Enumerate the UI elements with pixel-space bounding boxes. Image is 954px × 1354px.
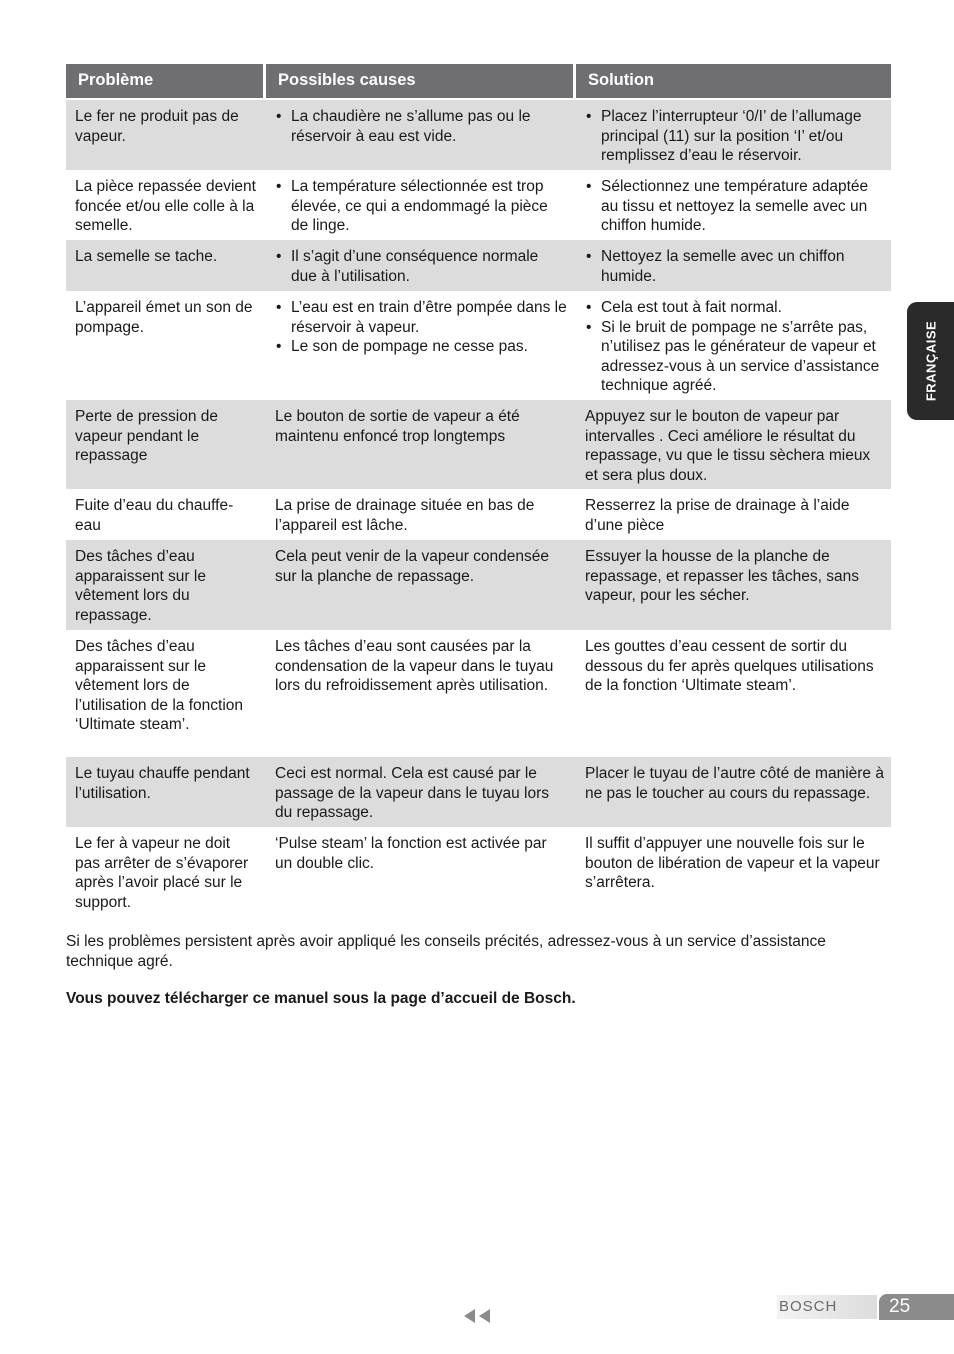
table-row bbox=[66, 827, 891, 917]
table-header bbox=[66, 64, 891, 98]
cause-item: • La température sélectionnée est trop élevée, ce qui a endommagé la pièce de linge. bbox=[275, 177, 567, 236]
solution-item: • Nettoyez la semelle avec un chiffon humide. bbox=[585, 247, 885, 286]
table-row bbox=[66, 630, 891, 757]
cause-cell: Ceci est normal. Cela est causé par le passage de la vapeur dans le tuyau lors du repassage. bbox=[275, 765, 550, 821]
problem-cell: Des tâches d’eau apparaissent sur le vêtement lors du repassage. bbox=[75, 548, 206, 624]
header-causes: Possibles causes bbox=[266, 64, 573, 98]
solution-cell: Resserrez la prise de drainage à l’aide d’une pièce bbox=[585, 497, 850, 534]
download-manual-note: Vous pouvez télécharger ce manuel sous la page d’accueil de Bosch. bbox=[66, 990, 576, 1007]
header-problem: Problème bbox=[66, 64, 263, 98]
table-row bbox=[66, 400, 891, 489]
problem-cell: Le fer ne produit pas de vapeur. bbox=[75, 108, 239, 145]
solution-item: • Si le bruit de pompage ne s’arrête pas, n’utilisez pas le générateur de vapeur et adressez-vous à un service d’assistance technique agréé. bbox=[585, 318, 885, 396]
problem-cell: Le fer à vapeur ne doit pas arrêter de s’évaporer après l’avoir placé sur le support. bbox=[75, 835, 249, 911]
problem-cell: Le tuyau chauffe pendant l’utilisation. bbox=[75, 765, 250, 802]
solution-cell bbox=[576, 100, 891, 170]
solution-cell: Placer le tuyau de l’autre côté de manière à ne pas le toucher au cours du repassage. bbox=[585, 765, 884, 802]
table-row bbox=[66, 540, 891, 630]
table-row bbox=[66, 170, 891, 240]
cause-item: • L’eau est en train d’être pompée dans le réservoir à vapeur. bbox=[275, 298, 567, 337]
table-row bbox=[66, 489, 891, 540]
header-solution: Solution bbox=[576, 64, 891, 98]
problem-cell: Des tâches d’eau apparaissent sur le vêtement lors de l’utilisation de la fonction ‘Ultimate steam’. bbox=[75, 638, 244, 733]
double-left-arrow-icon[interactable] bbox=[463, 1308, 491, 1324]
solution-cell: Essuyer la housse de la planche de repassage, et repasser les tâches, sans vapeur, pour les sécher. bbox=[585, 548, 859, 604]
cause-item: • Il s’agit d’une conséquence normale due à l’utilisation. bbox=[275, 247, 567, 286]
cause-cell bbox=[266, 100, 573, 170]
table-row bbox=[66, 291, 891, 400]
language-tab-label: FRANÇAISE bbox=[923, 320, 938, 402]
cause-cell bbox=[266, 170, 573, 240]
solution-cell: Il suffit d’appuyer une nouvelle fois sur le bouton de libération de vapeur et la vapeur s’arrêtera. bbox=[585, 835, 880, 891]
problem-cell: La semelle se tache. bbox=[75, 248, 218, 265]
persistent-problems-note: Si les problèmes persistent après avoir appliqué les conseils précités, adressez-vous à un service d’assistance technique agré. bbox=[66, 933, 826, 970]
language-tab bbox=[907, 302, 954, 420]
table-row bbox=[66, 757, 891, 827]
solution-cell: Les gouttes d’eau cessent de sortir du dessous du fer après quelques utilisations de la fonction ‘Ultimate steam’. bbox=[585, 638, 874, 694]
solution-item: • Cela est tout à fait normal. bbox=[585, 298, 885, 318]
cause-cell: La prise de drainage située en bas de l’appareil est lâche. bbox=[275, 497, 535, 534]
problem-cell: La pièce repassée devient foncée et/ou elle colle à la semelle. bbox=[75, 178, 256, 234]
page-number: 25 bbox=[879, 1294, 954, 1320]
brand-label: BOSCH bbox=[777, 1295, 877, 1319]
cause-cell: ‘Pulse steam’ la fonction est activée par un double clic. bbox=[275, 835, 547, 872]
solution-cell bbox=[576, 170, 891, 240]
solution-cell: Appuyez sur le bouton de vapeur par intervalles . Ceci améliore le résultat du repassage, vu que le tissu sèchera mieux et sera plus doux. bbox=[585, 408, 871, 484]
solution-item: • Sélectionnez une température adaptée au tissu et nettoyez la semelle avec un chiffon humide. bbox=[585, 177, 885, 236]
problem-cell: Perte de pression de vapeur pendant le repassage bbox=[75, 408, 219, 464]
cause-cell: Le bouton de sortie de vapeur a été maintenu enfoncé trop longtemps bbox=[275, 408, 520, 445]
cause-cell: Cela peut venir de la vapeur condensée sur la planche de repassage. bbox=[275, 548, 550, 585]
cause-cell bbox=[266, 291, 573, 400]
cause-cell bbox=[266, 240, 573, 291]
solution-cell bbox=[576, 291, 891, 400]
solution-cell bbox=[576, 240, 891, 291]
solution-item: • Placez l’interrupteur ‘0/I’ de l’allumage principal (11) sur la position ‘I’ et/ou remplissez d’eau le réservoir. bbox=[585, 107, 885, 166]
table-row bbox=[66, 240, 891, 291]
cause-item: • Le son de pompage ne cesse pas. bbox=[275, 337, 567, 357]
problem-cell: L’appareil émet un son de pompage. bbox=[75, 299, 253, 336]
cause-item: • La chaudière ne s’allume pas ou le réservoir à eau est vide. bbox=[275, 107, 567, 146]
problem-cell: Fuite d’eau du chauffe-eau bbox=[75, 497, 234, 534]
troubleshooting-table bbox=[66, 64, 891, 917]
cause-cell: Les tâches d’eau sont causées par la condensation de la vapeur dans le tuyau lors du refroidissement après utilisation. bbox=[275, 638, 554, 694]
table-row bbox=[66, 100, 891, 170]
